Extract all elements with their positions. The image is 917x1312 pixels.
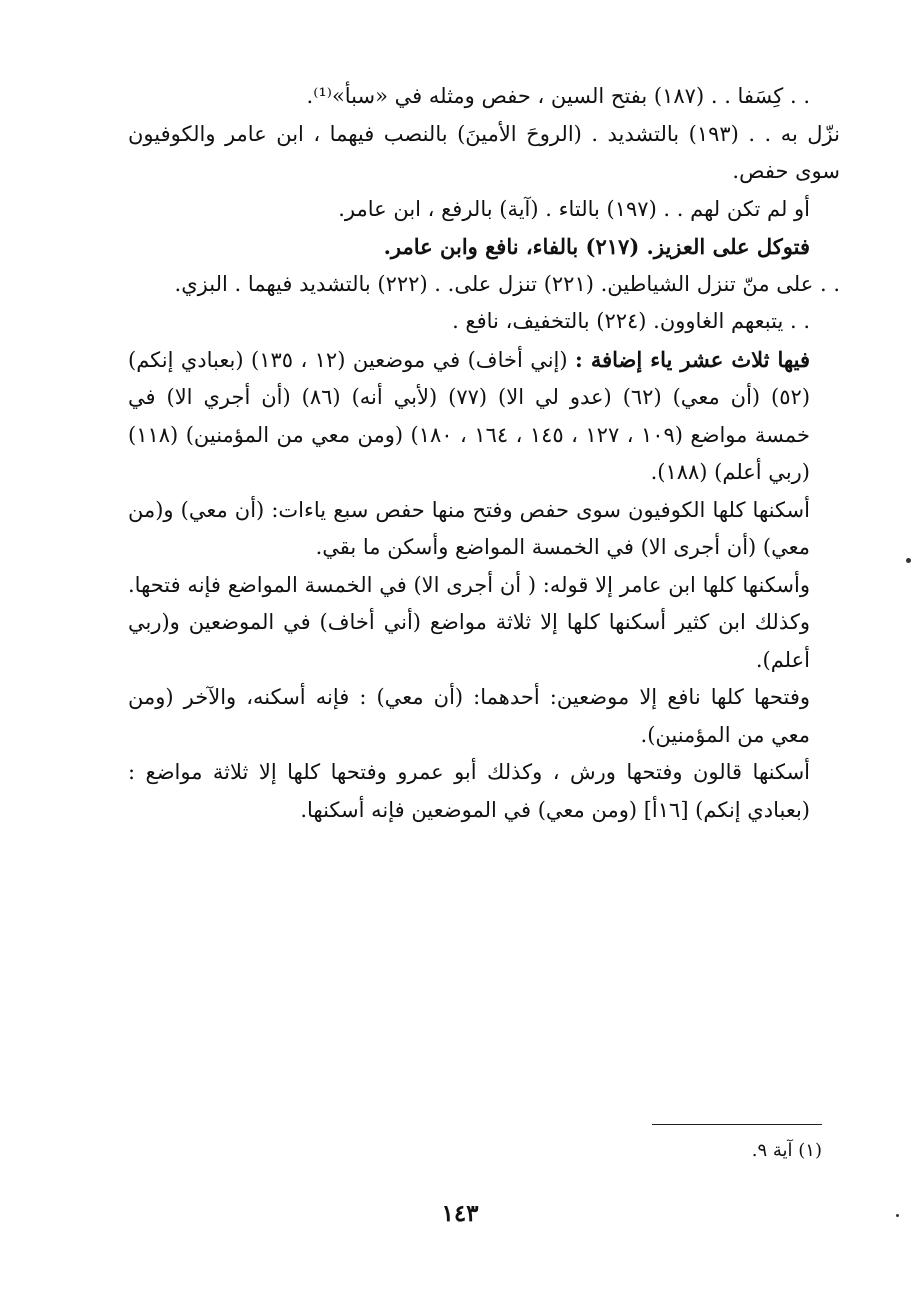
paragraph: وفتحها كلها نافع إلا موضعين: أحدهما: (أن معي) : فإنه أسكنه، والآخر (ومن معي من المؤمنين).	[128, 685, 810, 747]
yaat-heading: فيها ثلاث عشر ياء إضافة :	[575, 346, 810, 372]
footnote-divider	[652, 1124, 822, 1125]
text-line: فتوكل على العزيز. (٢١٧) بالفاء، نافع وابن عامر.	[383, 234, 810, 259]
paragraph: أسكنها كلها الكوفيون سوى حفص وفتح منها حفص سبع ياءات: (أن معي) و(من معي) (أن أجرى الا) في الخمسة المواضع وأسكن ما بقي.	[128, 497, 810, 559]
footnote: (١) آية ٩.	[751, 1140, 822, 1161]
yaat-paragraph	[128, 341, 840, 492]
page-number: ١٤٣	[441, 1200, 479, 1227]
text-line: نزّل به . . (١٩٣) بالتشديد . (الروحَ الأمينَ) بالنصب فيهما ، ابن عامر والكوفيون سوى حفص.	[128, 121, 840, 183]
paragraph: وأسكنها كلها ابن عامر إلا قوله: ( أن أجرى الا) في الخمسة المواضع فإنه فتحها. وكذلك ابن كثير أسكنها كلها إلا ثلاثة مواضع (أني أخاف) في الموضعين و(ربي أعلم).	[128, 572, 810, 672]
text-line: . . يتبعهم الغاوون. (٢٢٤) بالتخفيف، نافع .	[452, 309, 810, 333]
yaat-body: (إني أخاف) في موضعين (١٢ ، ١٣٥) (بعبادي إنكم) (٥٢) (أن معي) (٦٢) (عدو لي الا) (٧٧) (لأبي أنه) (٨٦) (أن أجري الا) في خمسة مواضع (١٠٩ ، ١٢٧ ، ١٤٥ ، ١٦٤ ، ١٨٠) (ومن معي من المؤمنين) (١١٨) (ربي أعلم) (١٨٨).	[128, 347, 811, 484]
scan-speck	[896, 1214, 899, 1217]
paragraph: أسكنها قالون وفتحها ورش ، وكذلك أبو عمرو وفتحها كلها إلا ثلاثة مواضع : (بعبادي إنكم) [١٦أ] (ومن معي) في الموضعين فإنه أسكنها.	[128, 760, 810, 822]
scan-speck	[906, 558, 911, 563]
main-text	[128, 78, 840, 829]
text-line: أو لم تكن لهم . . (١٩٧) بالتاء . (آية) بالرفع ، ابن عامر.	[338, 196, 810, 221]
text-line: . . على منّ تنزل الشياطين. (٢٢١) تنزل على. . (٢٢٢) بالتشديد فيهما . البزي.	[174, 271, 840, 296]
text-line: . . كِسَفا . . (١٨٧) بفتح السين ، حفص ومثله في «سبأ»⁽¹⁾.	[306, 84, 810, 108]
